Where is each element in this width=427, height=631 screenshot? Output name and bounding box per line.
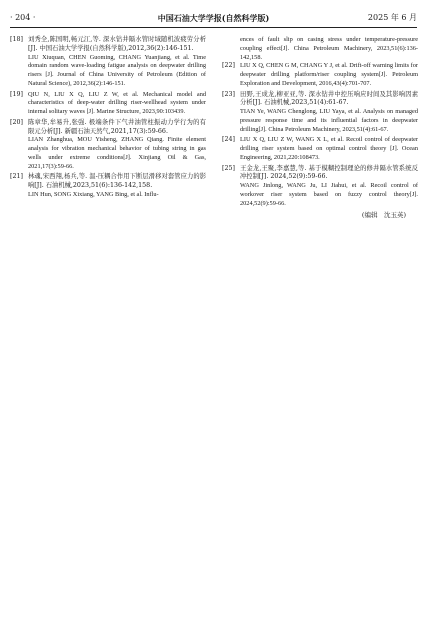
reference-text-en: WANG Jinlong, WANG Ju, LI Jiahui, et al. Recoil control of workover riser system based on fuzzy control theory[J]. 2024,52(9):59-66.: [240, 182, 418, 207]
reference-number: [20]: [10, 118, 23, 126]
reference-number: [23]: [222, 90, 235, 98]
editor-note: (编辑 沈玉英): [361, 211, 406, 220]
header-rule: [10, 27, 417, 28]
reference-text-en: LIU Xiuquan, CHEN Guoming, CHANG Yuanjiang, et al. Time domain random wave-loading fatigue analysis on deepwater drilling risers [J]. Journal of China University of Petroleum (Edition of Natural Science), 2012,36(2):146-151.: [28, 53, 206, 87]
reference-text-zh: 田野,王成龙,柳亚亚,等. 深水钻井中控压响应时间及其影响因素分析[J]. 石油机械,2023,51(4):61-67.: [240, 90, 418, 107]
reference-text-en: TIAN Ye, WANG Chenglong, LIU Yaya, et al. Analysis on managed pressure response time and its influential factors in deepwater drilling[J]. China Petroleum Machinery, 2023,51(4):61-67.: [240, 108, 418, 133]
right-column: [222, 36, 418, 220]
reference-text-en: LIN Hun, SONG Xixiang, YANG Bing, et al. Influ-: [28, 190, 159, 198]
reference-text-zh: 刘秀全,陈国明,畅元江,等. 深水钻井隔水管时域随机波疲劳分析[J]. 中国石油大学学报(自然科学版),2012,36(2):146-151.: [28, 36, 206, 52]
reference-number: [22]: [222, 62, 235, 70]
reference-21-continuation: [222, 36, 418, 62]
reference-23: [222, 91, 418, 135]
reference-number: [19]: [10, 90, 23, 98]
reference-18: [10, 36, 206, 89]
reference-25: [222, 165, 418, 209]
reference-20: [10, 119, 206, 172]
issue-date: 2025 年 6 月: [367, 13, 417, 22]
reference-text-en: LIAN Zhanghua, MOU Yisheng, ZHANG Qiang. Finite element analysis for vibration mechanical behavior of tubing string in gas wells under extreme conditions[J]. Xinjiang Oil & Gas, 2021,17(3):59-66.: [28, 136, 206, 170]
reference-text-zh: 王金龙,王聚,李嘉慧,等. 基于模糊控制理论的修井隔水管系统反冲控制[J]. 2024,52(9):59-66.: [240, 164, 418, 181]
reference-number: [21]: [10, 173, 23, 181]
reference-number: [25]: [222, 164, 235, 172]
reference-text-zh: 林魂,宋西翔,杨兵,等. 温-压耦合作用下断层滑移对套管应力的影响[J]. 石油机械,2023,51(6):136-142,158.: [28, 173, 206, 189]
reference-24: [222, 136, 418, 162]
reference-text-zh: 陈章华,牟易升,张强. 极端条件下气井油管柱振动力学行为的有限元分析[J]. 新疆石油天然气,2021,17(3):59-66.: [28, 118, 206, 135]
page-number: · 204 ·: [10, 13, 36, 22]
reference-number: [24]: [222, 136, 235, 144]
page-header: [10, 10, 417, 28]
journal-title: 中国石油大学学报(自然科学版): [157, 13, 270, 23]
reference-text-en: QIU N, LIU X Q, LIU Z W, et al. Mechanical model and characteristics of deep-water drilling riser-wellhead system under internal solitary waves [J]. Marine Structure, 2023,90:103439.: [28, 90, 206, 115]
reference-text-en: LIU X Q, LIU Z W, WANG X L, et al. Recoil control of deepwater drilling riser system based on optimal control theory [J]. Ocean Engineering, 2021,220:108473.: [240, 136, 418, 161]
reference-19: [10, 91, 206, 117]
reference-text-en: LIU X Q, CHEN G M, CHANG Y J, et al. Drift-off warning limits for deepwater drilling platform/riser coupling system[J]. Petroleum Exploration and Development, 2016,43(4):701-707.: [240, 62, 418, 87]
reference-22: [222, 62, 418, 88]
left-column: [10, 36, 206, 202]
reference-21: [10, 173, 206, 199]
reference-text-en: ences of fault slip on casing stress under temperature-pressure coupling effect[J]. China Petroleum Machinery, 2023,51(6):136-142,158.: [240, 36, 418, 61]
reference-number: [18]: [10, 36, 23, 43]
